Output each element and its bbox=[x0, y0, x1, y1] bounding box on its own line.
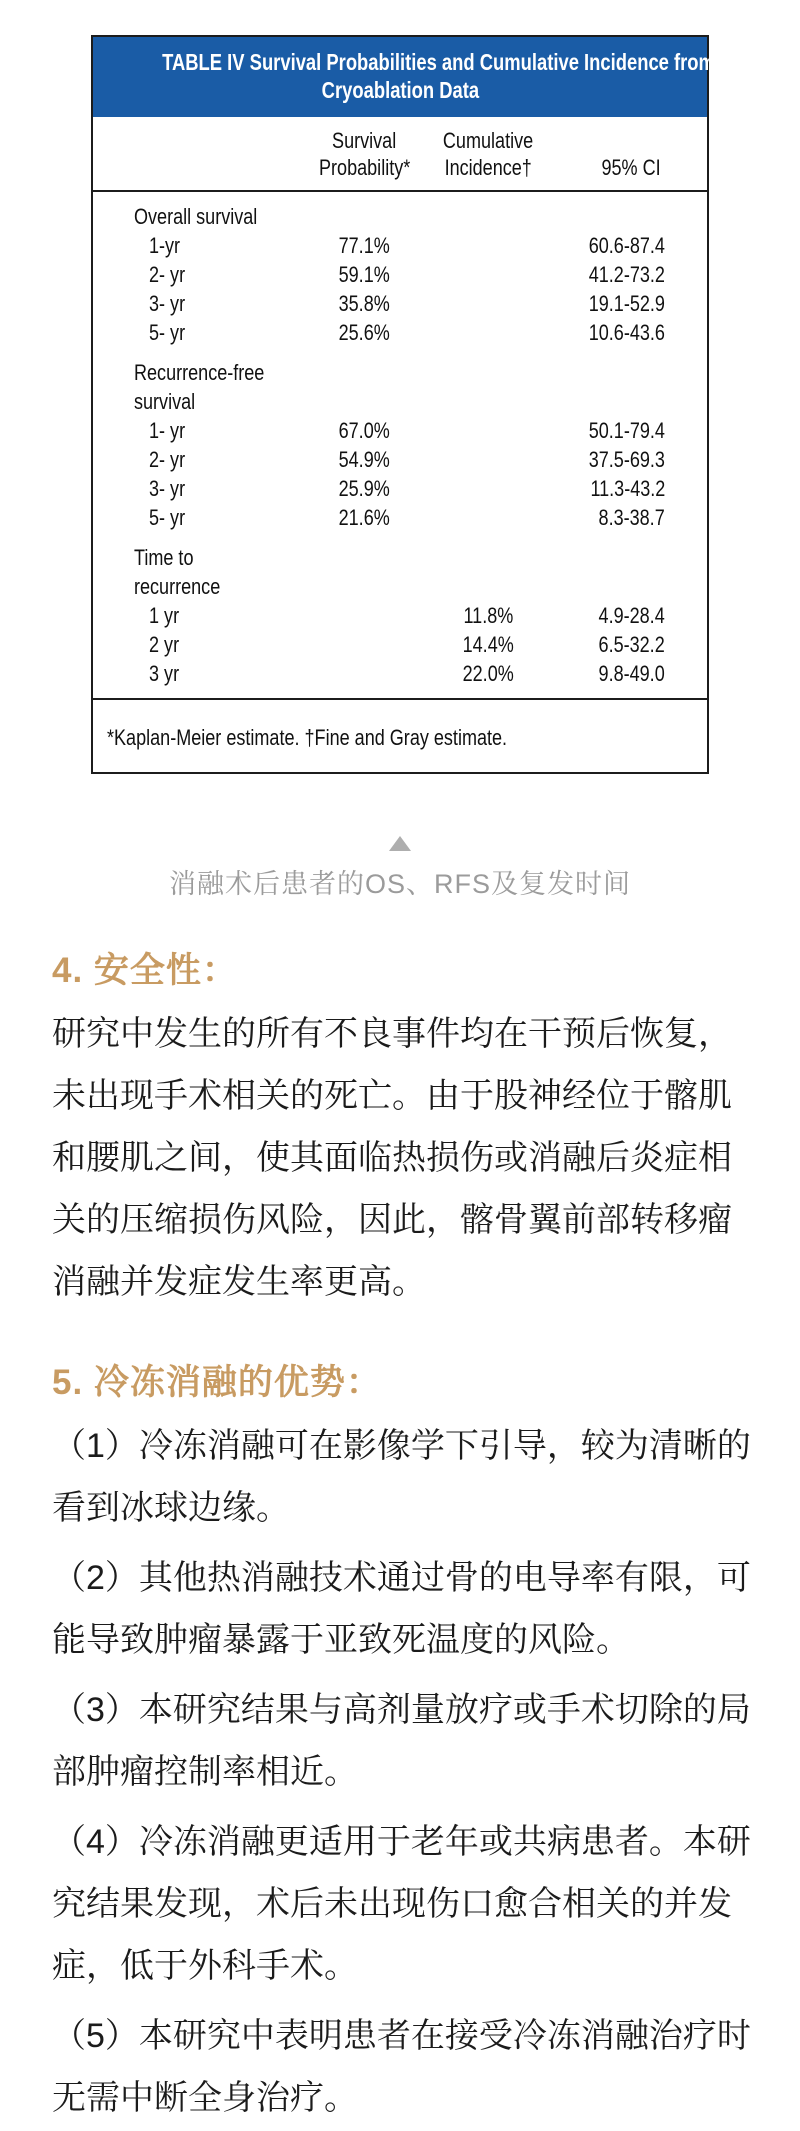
row-label: 1-yr bbox=[149, 233, 181, 258]
incidence-cell bbox=[421, 260, 556, 289]
survival-cell bbox=[308, 630, 421, 659]
incidence-cell: 14.4% bbox=[462, 632, 515, 657]
incidence-cell bbox=[421, 445, 556, 474]
incidence-cell bbox=[421, 474, 556, 503]
table-column-headers bbox=[93, 117, 707, 192]
row-group-label: Time to bbox=[134, 545, 194, 570]
table-row bbox=[93, 445, 707, 474]
table-footnote: *Kaplan-Meier estimate. †Fine and Gray estimate. bbox=[93, 698, 707, 772]
section-paragraph: （1）冷冻消融可在影像学下引导，较为清晰的看到冰球边缘。 bbox=[52, 1427, 751, 1527]
ci-cell: 60.6-87.4 bbox=[588, 233, 665, 258]
survival-cell: 25.9% bbox=[338, 476, 391, 501]
table-title bbox=[93, 37, 715, 117]
figure-caption bbox=[0, 836, 800, 901]
ci-cell: 41.2-73.2 bbox=[588, 262, 665, 287]
section-paragraph: （4）冷冻消融更适用于老年或共病患者。本研究结果发现，术后未出现伤口愈合相关的并发症，低于外科手术。 bbox=[52, 1823, 751, 1985]
table-row bbox=[93, 318, 707, 347]
table-row bbox=[93, 474, 707, 503]
column-header-95-ci: 95% CI bbox=[601, 155, 662, 180]
row-label: 2 yr bbox=[149, 632, 180, 657]
row-label: 5- yr bbox=[149, 505, 186, 530]
section-heading: 4. 安全性： bbox=[52, 951, 238, 990]
ci-cell: 10.6-43.6 bbox=[588, 320, 665, 345]
section-paragraph: （5）本研究中表明患者在接受冷冻消融治疗时无需中断全身治疗。 bbox=[52, 2017, 751, 2117]
ci-cell: 50.1-79.4 bbox=[588, 418, 665, 443]
row-label: 5- yr bbox=[149, 320, 186, 345]
table-title-line-2: Cryoablation Data bbox=[321, 77, 479, 103]
row-label: 3- yr bbox=[149, 476, 186, 501]
ci-cell: 19.1-52.9 bbox=[588, 291, 665, 316]
row-group-label: Recurrence-free bbox=[134, 360, 265, 385]
triangle-up-icon bbox=[389, 836, 411, 851]
survival-table bbox=[91, 35, 715, 774]
survival-cell: 54.9% bbox=[338, 447, 391, 472]
ci-cell: 8.3-38.7 bbox=[598, 505, 665, 530]
incidence-cell bbox=[421, 231, 556, 260]
incidence-cell bbox=[421, 503, 556, 532]
row-label: 3 yr bbox=[149, 661, 180, 686]
row-group-label: recurrence bbox=[134, 574, 221, 599]
article-section-advantages bbox=[0, 1359, 800, 2129]
row-label: 1 yr bbox=[149, 603, 180, 628]
survival-cell bbox=[308, 601, 421, 630]
incidence-cell bbox=[421, 416, 556, 445]
survival-cell: 25.6% bbox=[338, 320, 391, 345]
table-row bbox=[93, 289, 707, 318]
survival-cell bbox=[308, 659, 421, 688]
table-title-line-1: TABLE IV Survival Probabilities and Cumulative Incidence from bbox=[162, 49, 715, 75]
table-body bbox=[93, 192, 707, 698]
survival-cell: 35.8% bbox=[338, 291, 391, 316]
column-header-survival-probability: Survival Probability* bbox=[318, 128, 411, 180]
table-row bbox=[93, 659, 707, 688]
table-row bbox=[93, 601, 707, 630]
figure-caption-text: 消融术后患者的OS、RFS及复发时间 bbox=[168, 869, 631, 899]
article-section-safety bbox=[0, 947, 800, 1313]
row-group-label: survival bbox=[134, 389, 196, 414]
section-paragraph: （2）其他热消融技术通过骨的电导率有限，可能导致肿瘤暴露于亚致死温度的风险。 bbox=[52, 1559, 751, 1659]
section-paragraph: （3）本研究结果与高剂量放疗或手术切除的局部肿瘤控制率相近。 bbox=[52, 1691, 751, 1791]
row-label: 2- yr bbox=[149, 262, 186, 287]
section-heading: 5. 冷冻消融的优势： bbox=[52, 1363, 382, 1402]
table-row bbox=[93, 260, 707, 289]
row-label: 3- yr bbox=[149, 291, 186, 316]
table-row bbox=[93, 416, 707, 445]
ci-cell: 4.9-28.4 bbox=[598, 603, 665, 628]
survival-cell: 59.1% bbox=[338, 262, 391, 287]
incidence-cell: 22.0% bbox=[462, 661, 515, 686]
ci-cell: 37.5-69.3 bbox=[588, 447, 665, 472]
ci-cell: 9.8-49.0 bbox=[598, 661, 665, 686]
survival-cell: 77.1% bbox=[338, 233, 391, 258]
survival-cell: 67.0% bbox=[338, 418, 391, 443]
incidence-cell bbox=[421, 318, 556, 347]
incidence-cell bbox=[421, 289, 556, 318]
ci-cell: 6.5-32.2 bbox=[598, 632, 665, 657]
row-group-label: Overall survival bbox=[134, 204, 258, 229]
survival-cell: 21.6% bbox=[338, 505, 391, 530]
incidence-cell: 11.8% bbox=[463, 603, 514, 628]
table-row bbox=[93, 503, 707, 532]
row-label: 2- yr bbox=[149, 447, 186, 472]
table-row bbox=[93, 630, 707, 659]
ci-cell: 11.3-43.2 bbox=[590, 476, 665, 501]
section-paragraph: 研究中发生的所有不良事件均在干预后恢复，未出现手术相关的死亡。由于股神经位于髂肌和腰肌之间，使其面临热损伤或消融后炎症相关的压缩损伤风险，因此，髂骨翼前部转移瘤消融并发症发生率更高。 bbox=[52, 1015, 732, 1301]
column-header-cumulative-incidence: Cumulative Incidence† bbox=[443, 128, 534, 180]
row-label: 1- yr bbox=[149, 418, 186, 443]
table-row bbox=[93, 231, 707, 260]
